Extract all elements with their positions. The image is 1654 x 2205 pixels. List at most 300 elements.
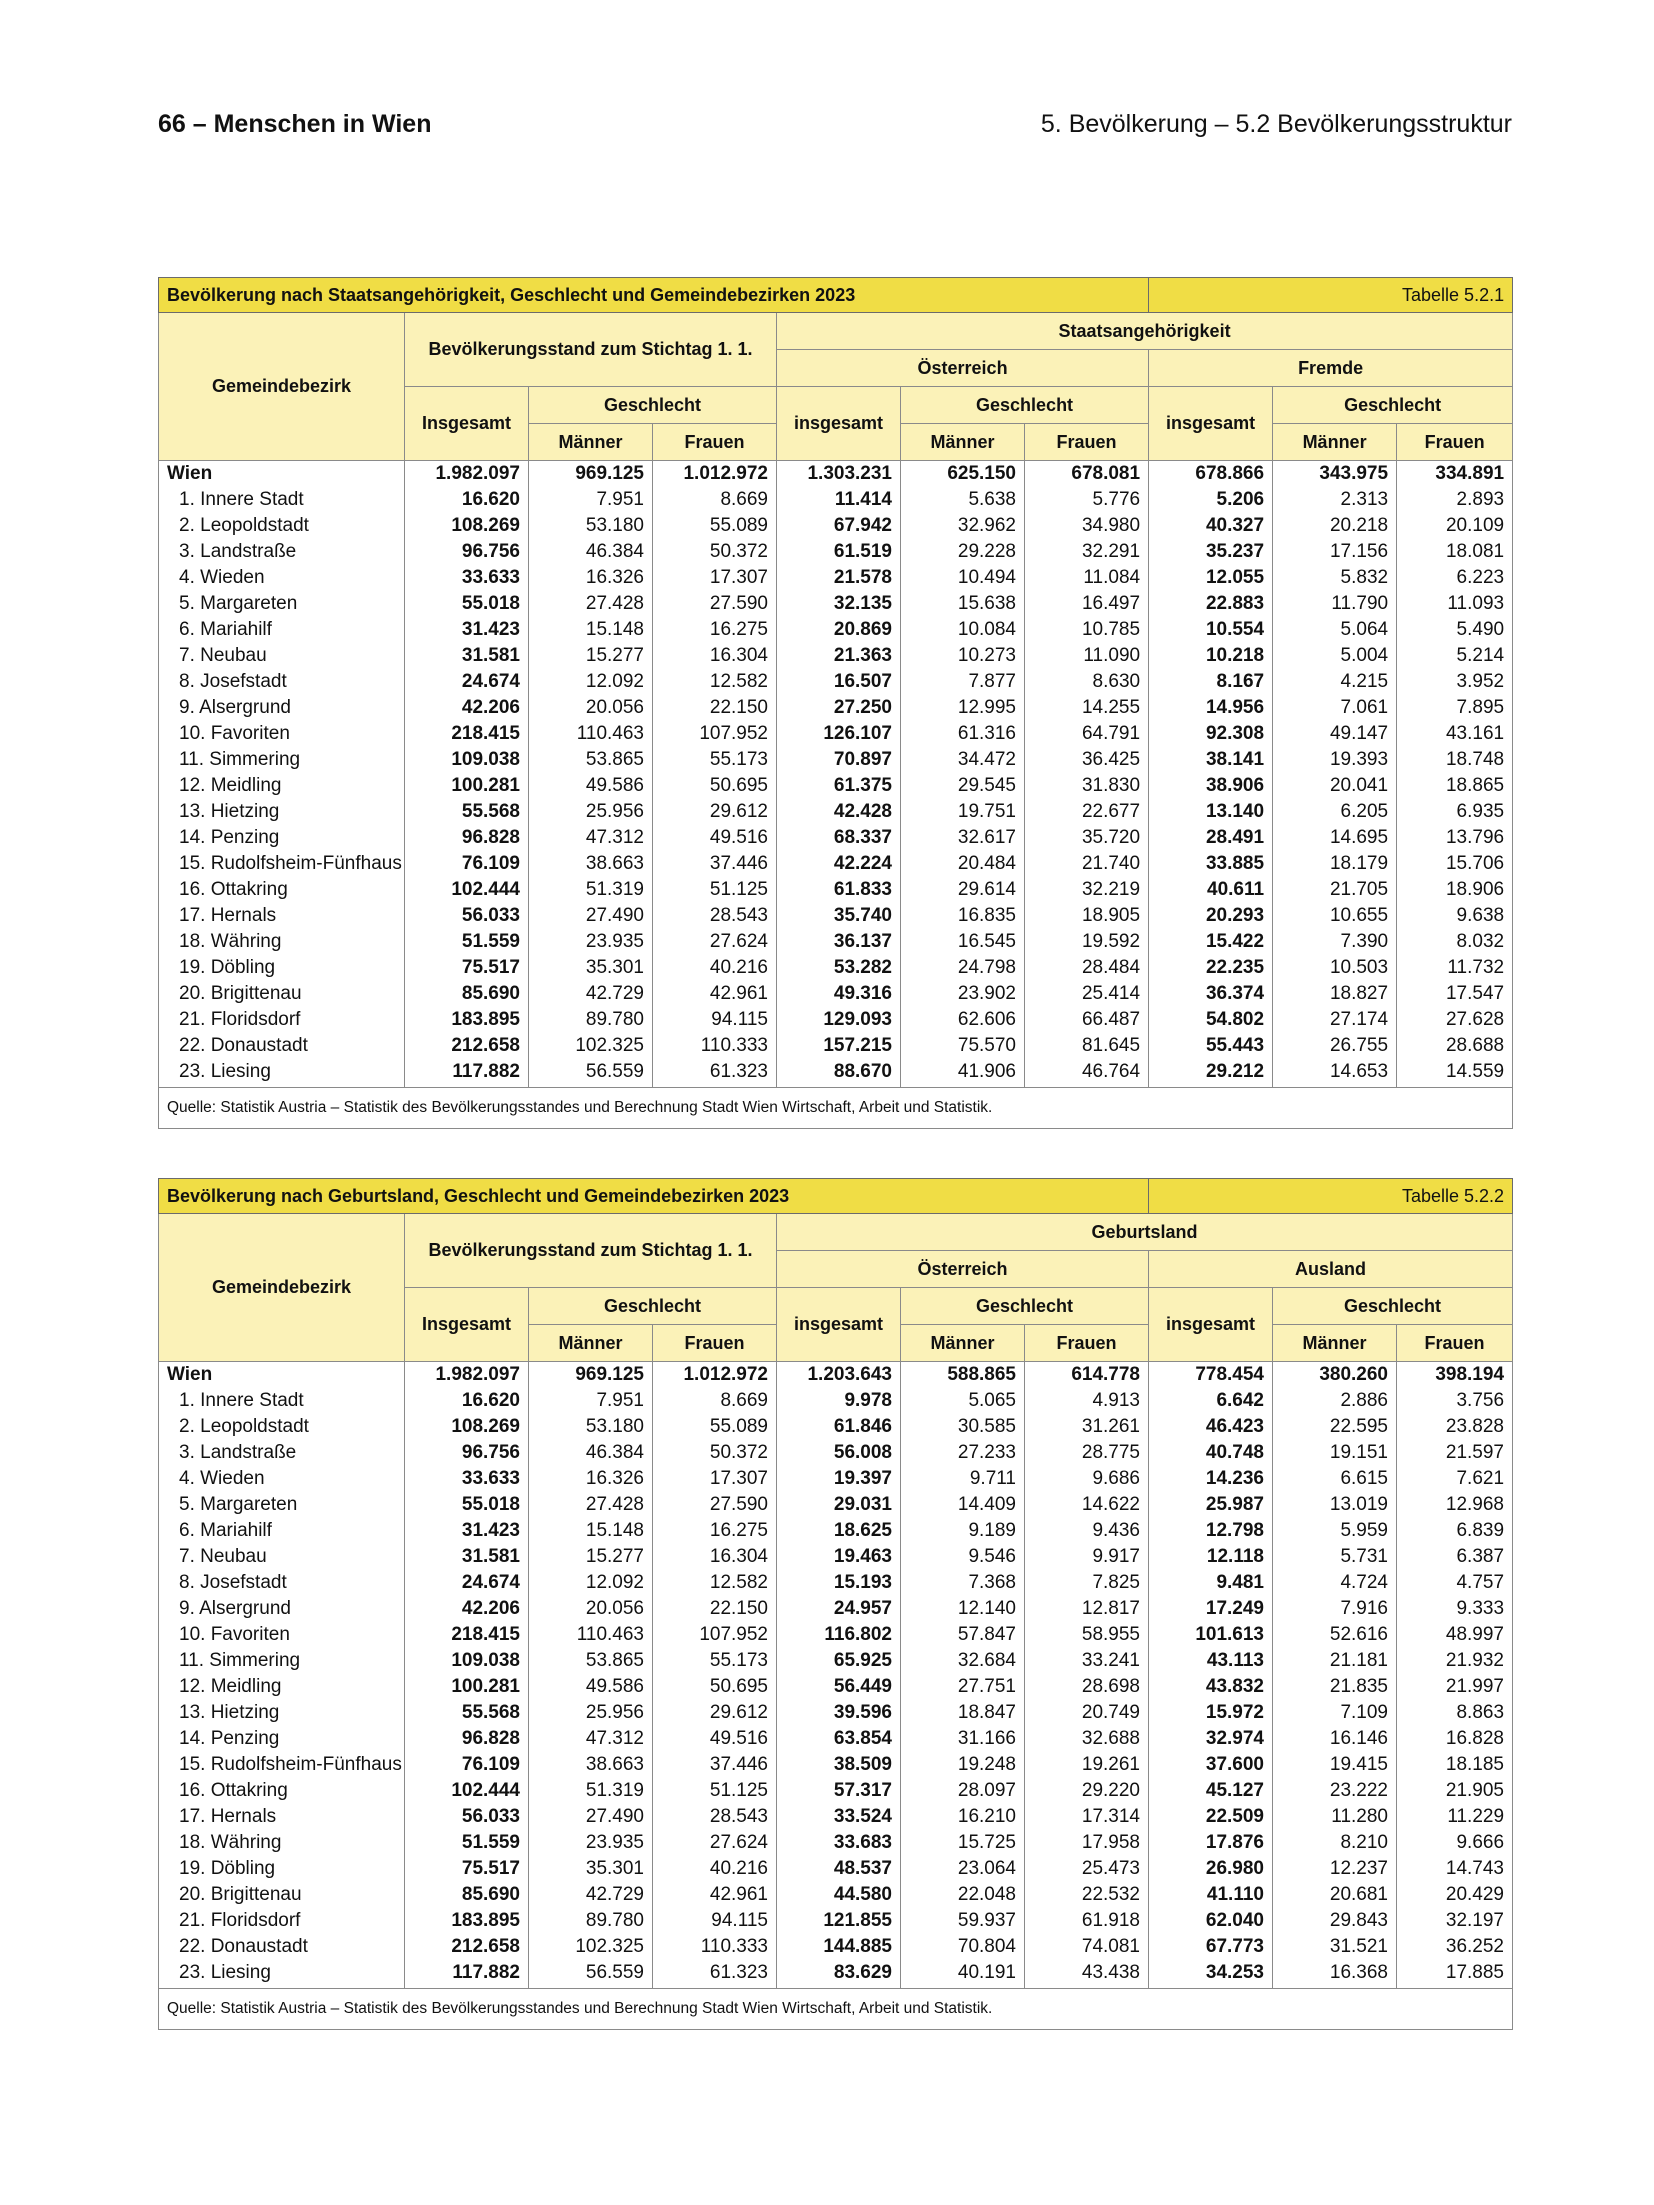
district-name: 14. Penzing bbox=[159, 825, 405, 851]
table-cell: 7.109 bbox=[1273, 1700, 1397, 1726]
table-cell: 9.711 bbox=[901, 1466, 1025, 1492]
table-cell: 7.916 bbox=[1273, 1596, 1397, 1622]
table-row bbox=[159, 877, 1513, 903]
table-cell: 9.189 bbox=[901, 1518, 1025, 1544]
table-cell: 29.843 bbox=[1273, 1908, 1397, 1934]
table-cell: 61.375 bbox=[777, 773, 901, 799]
table-cell: 10.554 bbox=[1149, 617, 1273, 643]
table-cell: 102.444 bbox=[405, 877, 529, 903]
table-cell: 94.115 bbox=[653, 1908, 777, 1934]
table-cell: 27.624 bbox=[653, 1830, 777, 1856]
district-name: 21. Floridsdorf bbox=[159, 1908, 405, 1934]
table-cell: 61.316 bbox=[901, 721, 1025, 747]
table-cell: 36.137 bbox=[777, 929, 901, 955]
table-cell: 27.490 bbox=[529, 903, 653, 929]
table-cell: 1.982.097 bbox=[405, 461, 529, 488]
table-cell: 27.428 bbox=[529, 1492, 653, 1518]
table-cell: 9.638 bbox=[1397, 903, 1513, 929]
col-frauen: Frauen bbox=[653, 424, 777, 461]
table-cell: 11.084 bbox=[1025, 565, 1149, 591]
table-cell: 110.463 bbox=[529, 1622, 653, 1648]
district-name: 15. Rudolfsheim-Fünfhaus bbox=[159, 851, 405, 877]
col-insgesamt-b: insgesamt bbox=[1149, 387, 1273, 461]
table-cell: 117.882 bbox=[405, 1059, 529, 1088]
district-name: 5. Margareten bbox=[159, 591, 405, 617]
table-cell: 81.645 bbox=[1025, 1033, 1149, 1059]
table-cell: 27.624 bbox=[653, 929, 777, 955]
table-cell: 55.443 bbox=[1149, 1033, 1273, 1059]
table-row bbox=[159, 669, 1513, 695]
table-cell: 25.414 bbox=[1025, 981, 1149, 1007]
col-geschlecht-b: Geschlecht bbox=[1273, 1288, 1513, 1325]
table-cell: 16.304 bbox=[653, 643, 777, 669]
table-cell: 17.885 bbox=[1397, 1960, 1513, 1989]
table-cell: 19.393 bbox=[1273, 747, 1397, 773]
table-cell: 18.185 bbox=[1397, 1752, 1513, 1778]
table-cell: 5.776 bbox=[1025, 487, 1149, 513]
table-cell: 12.995 bbox=[901, 695, 1025, 721]
table-cell: 33.524 bbox=[777, 1804, 901, 1830]
table-cell: 50.372 bbox=[653, 1440, 777, 1466]
table-cell: 117.882 bbox=[405, 1960, 529, 1989]
table-cell: 14.653 bbox=[1273, 1059, 1397, 1088]
table-cell: 24.798 bbox=[901, 955, 1025, 981]
table-cell: 49.147 bbox=[1273, 721, 1397, 747]
district-name: 3. Landstraße bbox=[159, 1440, 405, 1466]
table-cell: 100.281 bbox=[405, 1674, 529, 1700]
table-cell: 21.705 bbox=[1273, 877, 1397, 903]
table-cell: 28.698 bbox=[1025, 1674, 1149, 1700]
table-cell: 42.729 bbox=[529, 981, 653, 1007]
table-cell: 51.319 bbox=[529, 877, 653, 903]
table-cell: 32.617 bbox=[901, 825, 1025, 851]
table-cell: 89.780 bbox=[529, 1908, 653, 1934]
table-cell: 14.743 bbox=[1397, 1856, 1513, 1882]
table-row bbox=[159, 1674, 1513, 1700]
table-cell: 5.832 bbox=[1273, 565, 1397, 591]
table-cell: 96.828 bbox=[405, 825, 529, 851]
table-cell: 218.415 bbox=[405, 721, 529, 747]
table-cell: 343.975 bbox=[1273, 461, 1397, 488]
col-group-b: Fremde bbox=[1149, 350, 1513, 387]
table-row bbox=[159, 721, 1513, 747]
col-group-a: Österreich bbox=[777, 1251, 1149, 1288]
table-cell: 27.428 bbox=[529, 591, 653, 617]
district-name: 10. Favoriten bbox=[159, 721, 405, 747]
table-cell: 49.516 bbox=[653, 1726, 777, 1752]
table-cell: 19.248 bbox=[901, 1752, 1025, 1778]
table-row bbox=[159, 539, 1513, 565]
table-cell: 21.905 bbox=[1397, 1778, 1513, 1804]
table-cell: 31.166 bbox=[901, 1726, 1025, 1752]
table-cell: 29.545 bbox=[901, 773, 1025, 799]
table-cell: 47.312 bbox=[529, 1726, 653, 1752]
table-cell: 398.194 bbox=[1397, 1362, 1513, 1389]
table-cell: 56.559 bbox=[529, 1059, 653, 1088]
table-cell: 969.125 bbox=[529, 461, 653, 488]
table-cell: 50.695 bbox=[653, 1674, 777, 1700]
table-cell: 7.061 bbox=[1273, 695, 1397, 721]
table-cell: 33.885 bbox=[1149, 851, 1273, 877]
table-cell: 7.877 bbox=[901, 669, 1025, 695]
table-cell: 7.621 bbox=[1397, 1466, 1513, 1492]
table-cell: 18.905 bbox=[1025, 903, 1149, 929]
table-cell: 1.012.972 bbox=[653, 1362, 777, 1389]
table-cell: 23.902 bbox=[901, 981, 1025, 1007]
table-row bbox=[159, 1518, 1513, 1544]
col-maenner: Männer bbox=[1273, 424, 1397, 461]
table-cell: 55.173 bbox=[653, 1648, 777, 1674]
col-insgesamt-a: insgesamt bbox=[777, 1288, 901, 1362]
table-cell: 16.828 bbox=[1397, 1726, 1513, 1752]
table-cell: 29.212 bbox=[1149, 1059, 1273, 1088]
table-cell: 40.216 bbox=[653, 1856, 777, 1882]
table-cell: 75.517 bbox=[405, 1856, 529, 1882]
table-cell: 16.368 bbox=[1273, 1960, 1397, 1989]
col-geschlecht-b: Geschlecht bbox=[1273, 387, 1513, 424]
district-name: 14. Penzing bbox=[159, 1726, 405, 1752]
table-cell: 109.038 bbox=[405, 1648, 529, 1674]
table-cell: 61.918 bbox=[1025, 1908, 1149, 1934]
district-name: 23. Liesing bbox=[159, 1960, 405, 1989]
table-cell: 20.681 bbox=[1273, 1882, 1397, 1908]
table-cell: 55.089 bbox=[653, 1414, 777, 1440]
table-row bbox=[159, 1544, 1513, 1570]
table-cell: 1.982.097 bbox=[405, 1362, 529, 1389]
table-cell: 110.333 bbox=[653, 1934, 777, 1960]
district-name: 19. Döbling bbox=[159, 1856, 405, 1882]
table-cell: 21.740 bbox=[1025, 851, 1149, 877]
table-cell: 15.638 bbox=[901, 591, 1025, 617]
table-cell: 212.658 bbox=[405, 1934, 529, 1960]
table-cell: 29.612 bbox=[653, 1700, 777, 1726]
table-cell: 66.487 bbox=[1025, 1007, 1149, 1033]
table-cell: 75.570 bbox=[901, 1033, 1025, 1059]
table-cell: 11.229 bbox=[1397, 1804, 1513, 1830]
table-row bbox=[159, 591, 1513, 617]
table-cell: 57.317 bbox=[777, 1778, 901, 1804]
table-cell: 41.110 bbox=[1149, 1882, 1273, 1908]
table-cell: 40.611 bbox=[1149, 877, 1273, 903]
table-cell: 49.586 bbox=[529, 1674, 653, 1700]
district-name: 8. Josefstadt bbox=[159, 1570, 405, 1596]
table-row bbox=[159, 1908, 1513, 1934]
col-frauen: Frauen bbox=[1397, 1325, 1513, 1362]
table-cell: 29.614 bbox=[901, 877, 1025, 903]
table-cell: 53.865 bbox=[529, 747, 653, 773]
table-title: Bevölkerung nach Geburtsland, Geschlecht und Gemeindebezirken 2023 bbox=[159, 1179, 1149, 1214]
table-cell: 56.449 bbox=[777, 1674, 901, 1700]
table-cell: 19.261 bbox=[1025, 1752, 1149, 1778]
table-cell: 969.125 bbox=[529, 1362, 653, 1389]
table-cell: 35.301 bbox=[529, 1856, 653, 1882]
table-cell: 51.559 bbox=[405, 1830, 529, 1856]
table-cell: 17.249 bbox=[1149, 1596, 1273, 1622]
table-cell: 183.895 bbox=[405, 1007, 529, 1033]
table-cell: 7.895 bbox=[1397, 695, 1513, 721]
table-cell: 32.688 bbox=[1025, 1726, 1149, 1752]
data-table bbox=[158, 1178, 1513, 2030]
table-cell: 101.613 bbox=[1149, 1622, 1273, 1648]
table-row bbox=[159, 695, 1513, 721]
table-row bbox=[159, 461, 1513, 488]
table-row bbox=[159, 1059, 1513, 1088]
table-cell: 61.323 bbox=[653, 1960, 777, 1989]
table-cell: 62.606 bbox=[901, 1007, 1025, 1033]
table-cell: 42.206 bbox=[405, 1596, 529, 1622]
table-cell: 16.835 bbox=[901, 903, 1025, 929]
table-cell: 14.695 bbox=[1273, 825, 1397, 851]
table-cell: 42.961 bbox=[653, 981, 777, 1007]
table-cell: 46.384 bbox=[529, 539, 653, 565]
table-cell: 4.215 bbox=[1273, 669, 1397, 695]
col-district: Gemeindebezirk bbox=[159, 1214, 405, 1362]
table-row bbox=[159, 1388, 1513, 1414]
table-cell: 20.218 bbox=[1273, 513, 1397, 539]
table-cell: 43.113 bbox=[1149, 1648, 1273, 1674]
table-cell: 20.869 bbox=[777, 617, 901, 643]
table-cell: 12.055 bbox=[1149, 565, 1273, 591]
table-cell: 10.655 bbox=[1273, 903, 1397, 929]
table-number: Tabelle 5.2.1 bbox=[1149, 278, 1513, 313]
table-cell: 12.092 bbox=[529, 1570, 653, 1596]
table-cell: 36.425 bbox=[1025, 747, 1149, 773]
table-cell: 108.269 bbox=[405, 513, 529, 539]
table-row bbox=[159, 1726, 1513, 1752]
table-cell: 61.323 bbox=[653, 1059, 777, 1088]
table-cell: 48.537 bbox=[777, 1856, 901, 1882]
table-cell: 3.756 bbox=[1397, 1388, 1513, 1414]
table-cell: 40.327 bbox=[1149, 513, 1273, 539]
table-cell: 5.490 bbox=[1397, 617, 1513, 643]
table-cell: 89.780 bbox=[529, 1007, 653, 1033]
table-5-2-2 bbox=[158, 1178, 1512, 2030]
table-cell: 57.847 bbox=[901, 1622, 1025, 1648]
col-group: Staatsangehörigkeit bbox=[777, 313, 1513, 350]
table-row bbox=[159, 747, 1513, 773]
table-cell: 22.883 bbox=[1149, 591, 1273, 617]
table-cell: 1.203.643 bbox=[777, 1362, 901, 1389]
table-row bbox=[159, 1414, 1513, 1440]
table-cell: 31.521 bbox=[1273, 1934, 1397, 1960]
table-cell: 31.830 bbox=[1025, 773, 1149, 799]
table-cell: 9.333 bbox=[1397, 1596, 1513, 1622]
col-frauen: Frauen bbox=[653, 1325, 777, 1362]
table-cell: 7.951 bbox=[529, 1388, 653, 1414]
table-cell: 4.724 bbox=[1273, 1570, 1397, 1596]
table-cell: 39.596 bbox=[777, 1700, 901, 1726]
table-cell: 18.827 bbox=[1273, 981, 1397, 1007]
table-cell: 29.031 bbox=[777, 1492, 901, 1518]
table-cell: 28.484 bbox=[1025, 955, 1149, 981]
table-cell: 67.942 bbox=[777, 513, 901, 539]
table-row bbox=[159, 773, 1513, 799]
table-cell: 11.732 bbox=[1397, 955, 1513, 981]
table-cell: 55.089 bbox=[653, 513, 777, 539]
table-cell: 380.260 bbox=[1273, 1362, 1397, 1389]
district-name: 11. Simmering bbox=[159, 1648, 405, 1674]
table-cell: 34.980 bbox=[1025, 513, 1149, 539]
district-name: 6. Mariahilf bbox=[159, 617, 405, 643]
table-cell: 16.326 bbox=[529, 1466, 653, 1492]
table-cell: 5.065 bbox=[901, 1388, 1025, 1414]
table-cell: 9.436 bbox=[1025, 1518, 1149, 1544]
table-cell: 10.084 bbox=[901, 617, 1025, 643]
table-cell: 107.952 bbox=[653, 721, 777, 747]
table-cell: 102.444 bbox=[405, 1778, 529, 1804]
table-cell: 5.206 bbox=[1149, 487, 1273, 513]
table-cell: 16.620 bbox=[405, 1388, 529, 1414]
table-cell: 7.951 bbox=[529, 487, 653, 513]
district-name: 17. Hernals bbox=[159, 1804, 405, 1830]
table-cell: 22.150 bbox=[653, 1596, 777, 1622]
table-cell: 5.214 bbox=[1397, 643, 1513, 669]
table-cell: 27.590 bbox=[653, 1492, 777, 1518]
table-cell: 18.748 bbox=[1397, 747, 1513, 773]
table-cell: 21.597 bbox=[1397, 1440, 1513, 1466]
table-cell: 15.725 bbox=[901, 1830, 1025, 1856]
table-cell: 31.423 bbox=[405, 617, 529, 643]
table-cell: 31.261 bbox=[1025, 1414, 1149, 1440]
table-cell: 14.559 bbox=[1397, 1059, 1513, 1088]
table-cell: 65.925 bbox=[777, 1648, 901, 1674]
table-cell: 23.222 bbox=[1273, 1778, 1397, 1804]
table-cell: 76.109 bbox=[405, 851, 529, 877]
table-cell: 108.269 bbox=[405, 1414, 529, 1440]
table-cell: 10.273 bbox=[901, 643, 1025, 669]
col-maenner: Männer bbox=[901, 1325, 1025, 1362]
table-cell: 29.220 bbox=[1025, 1778, 1149, 1804]
table-cell: 25.956 bbox=[529, 799, 653, 825]
table-cell: 23.935 bbox=[529, 929, 653, 955]
table-cell: 22.048 bbox=[901, 1882, 1025, 1908]
col-stand: Bevölkerungsstand zum Stichtag 1. 1. bbox=[405, 1214, 777, 1288]
table-cell: 51.125 bbox=[653, 1778, 777, 1804]
table-cell: 51.125 bbox=[653, 877, 777, 903]
table-cell: 33.683 bbox=[777, 1830, 901, 1856]
table-cell: 27.490 bbox=[529, 1804, 653, 1830]
table-cell: 49.516 bbox=[653, 825, 777, 851]
table-cell: 1.012.972 bbox=[653, 461, 777, 488]
table-cell: 6.935 bbox=[1397, 799, 1513, 825]
table-cell: 53.180 bbox=[529, 1414, 653, 1440]
page-header-right: 5. Bevölkerung – 5.2 Bevölkerungsstruktur bbox=[1040, 110, 1512, 138]
table-cell: 18.847 bbox=[901, 1700, 1025, 1726]
table-cell: 20.429 bbox=[1397, 1882, 1513, 1908]
table-cell: 29.612 bbox=[653, 799, 777, 825]
table-cell: 83.629 bbox=[777, 1960, 901, 1989]
district-name: 23. Liesing bbox=[159, 1059, 405, 1088]
col-group-b: Ausland bbox=[1149, 1251, 1513, 1288]
table-row bbox=[159, 1960, 1513, 1989]
table-title: Bevölkerung nach Staatsangehörigkeit, Geschlecht und Gemeindebezirken 2023 bbox=[159, 278, 1149, 313]
district-name: 4. Wieden bbox=[159, 1466, 405, 1492]
table-cell: 8.032 bbox=[1397, 929, 1513, 955]
table-row bbox=[159, 617, 1513, 643]
table-cell: 23.828 bbox=[1397, 1414, 1513, 1440]
table-cell: 16.326 bbox=[529, 565, 653, 591]
table-cell: 10.503 bbox=[1273, 955, 1397, 981]
table-row bbox=[159, 1622, 1513, 1648]
table-cell: 17.307 bbox=[653, 1466, 777, 1492]
table-cell: 13.140 bbox=[1149, 799, 1273, 825]
table-cell: 20.056 bbox=[529, 1596, 653, 1622]
table-cell: 38.141 bbox=[1149, 747, 1273, 773]
table-cell: 30.585 bbox=[901, 1414, 1025, 1440]
table-cell: 11.093 bbox=[1397, 591, 1513, 617]
table-cell: 37.446 bbox=[653, 851, 777, 877]
table-cell: 25.987 bbox=[1149, 1492, 1273, 1518]
table-cell: 27.751 bbox=[901, 1674, 1025, 1700]
table-cell: 14.956 bbox=[1149, 695, 1273, 721]
table-cell: 116.802 bbox=[777, 1622, 901, 1648]
table-cell: 35.720 bbox=[1025, 825, 1149, 851]
table-cell: 2.313 bbox=[1273, 487, 1397, 513]
table-cell: 55.018 bbox=[405, 591, 529, 617]
table-cell: 46.384 bbox=[529, 1440, 653, 1466]
table-cell: 12.118 bbox=[1149, 1544, 1273, 1570]
table-cell: 28.543 bbox=[653, 1804, 777, 1830]
table-row bbox=[159, 825, 1513, 851]
table-cell: 1.303.231 bbox=[777, 461, 901, 488]
table-cell: 21.578 bbox=[777, 565, 901, 591]
table-cell: 34.472 bbox=[901, 747, 1025, 773]
table-cell: 22.150 bbox=[653, 695, 777, 721]
table-cell: 10.494 bbox=[901, 565, 1025, 591]
table-cell: 22.595 bbox=[1273, 1414, 1397, 1440]
table-cell: 28.688 bbox=[1397, 1033, 1513, 1059]
table-cell: 17.876 bbox=[1149, 1830, 1273, 1856]
table-cell: 31.581 bbox=[405, 643, 529, 669]
table-cell: 46.423 bbox=[1149, 1414, 1273, 1440]
table-cell: 212.658 bbox=[405, 1033, 529, 1059]
table-cell: 16.620 bbox=[405, 487, 529, 513]
district-name: 18. Währing bbox=[159, 929, 405, 955]
table-cell: 15.148 bbox=[529, 617, 653, 643]
table-cell: 8.669 bbox=[653, 1388, 777, 1414]
table-cell: 22.509 bbox=[1149, 1804, 1273, 1830]
table-cell: 42.206 bbox=[405, 695, 529, 721]
table-row bbox=[159, 513, 1513, 539]
table-cell: 4.757 bbox=[1397, 1570, 1513, 1596]
table-cell: 12.968 bbox=[1397, 1492, 1513, 1518]
table-cell: 31.581 bbox=[405, 1544, 529, 1570]
table-cell: 18.081 bbox=[1397, 539, 1513, 565]
table-cell: 614.778 bbox=[1025, 1362, 1149, 1389]
table-cell: 52.616 bbox=[1273, 1622, 1397, 1648]
table-cell: 144.885 bbox=[777, 1934, 901, 1960]
table-cell: 50.372 bbox=[653, 539, 777, 565]
table-cell: 46.764 bbox=[1025, 1059, 1149, 1088]
table-cell: 34.253 bbox=[1149, 1960, 1273, 1989]
table-row bbox=[159, 1934, 1513, 1960]
table-cell: 625.150 bbox=[901, 461, 1025, 488]
table-cell: 48.997 bbox=[1397, 1622, 1513, 1648]
table-cell: 64.791 bbox=[1025, 721, 1149, 747]
col-insgesamt-b: insgesamt bbox=[1149, 1288, 1273, 1362]
table-cell: 32.974 bbox=[1149, 1726, 1273, 1752]
table-cell: 26.755 bbox=[1273, 1033, 1397, 1059]
table-cell: 96.756 bbox=[405, 539, 529, 565]
table-cell: 96.828 bbox=[405, 1726, 529, 1752]
table-cell: 67.773 bbox=[1149, 1934, 1273, 1960]
table-cell: 9.978 bbox=[777, 1388, 901, 1414]
table-cell: 11.280 bbox=[1273, 1804, 1397, 1830]
table-cell: 24.674 bbox=[405, 669, 529, 695]
table-cell: 59.937 bbox=[901, 1908, 1025, 1934]
table-cell: 15.193 bbox=[777, 1570, 901, 1596]
table-cell: 7.825 bbox=[1025, 1570, 1149, 1596]
